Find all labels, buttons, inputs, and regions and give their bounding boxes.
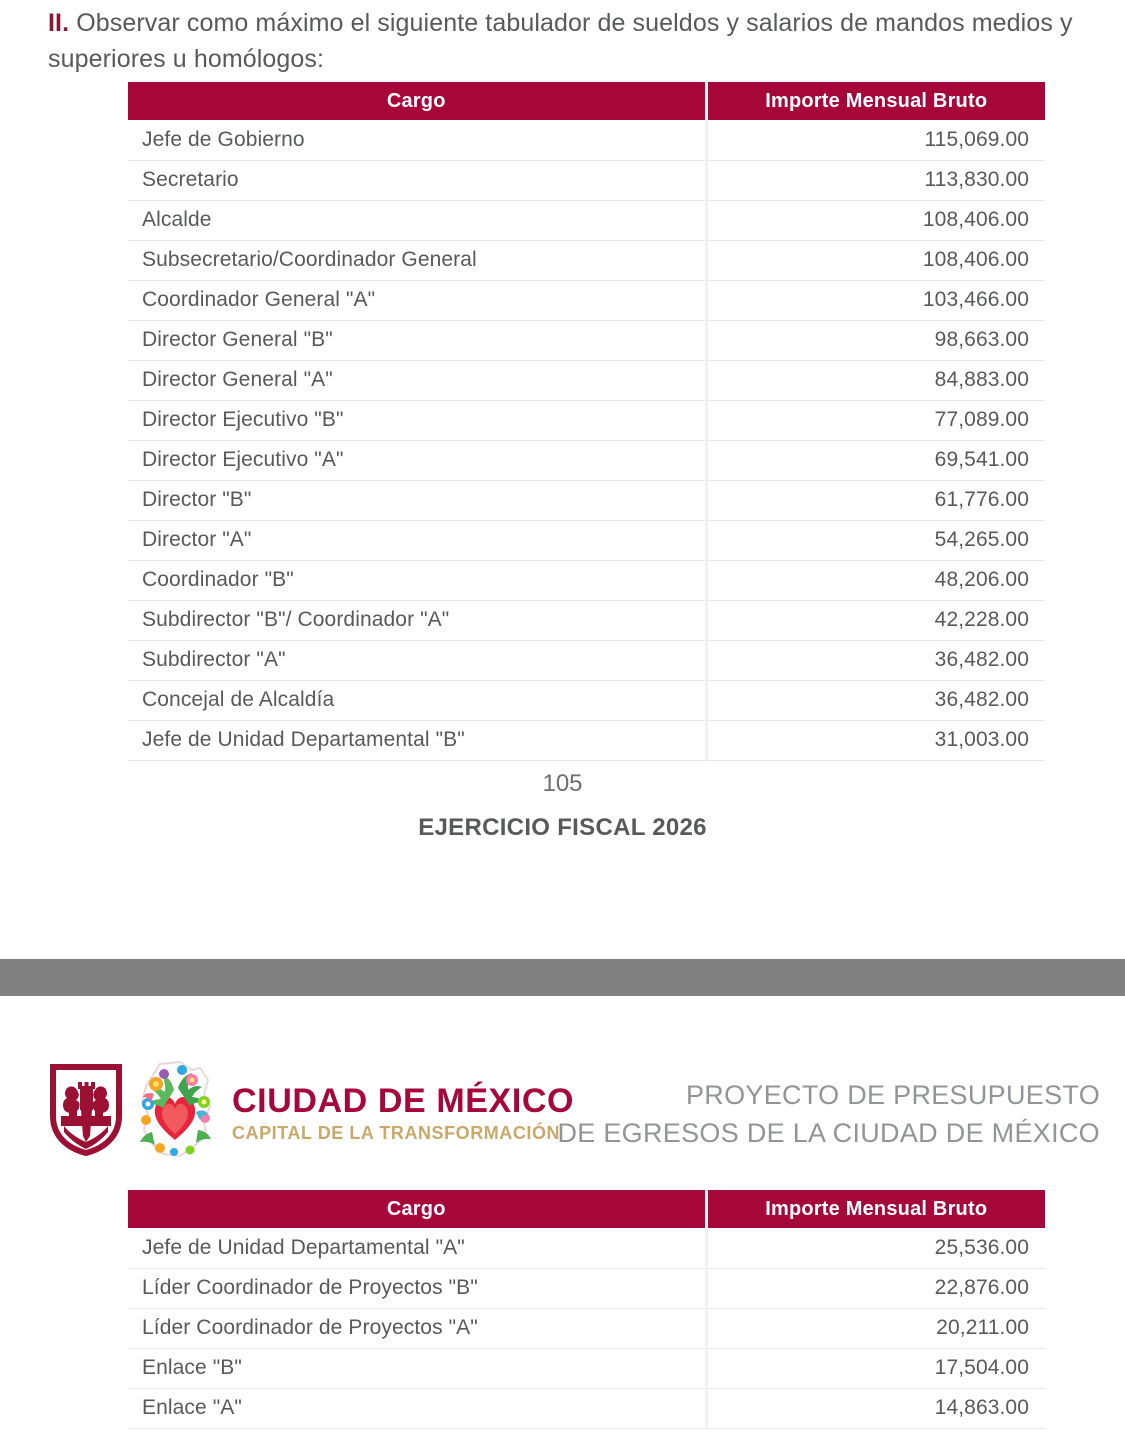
- salary-table-bottom-body: [128, 1228, 1045, 1428]
- cell-cargo: Director Ejecutivo "B": [128, 400, 706, 440]
- table-row: [128, 160, 1045, 200]
- table-row: [128, 640, 1045, 680]
- column-header-cargo: Cargo: [128, 82, 706, 120]
- fiscal-year-label: EJERCICIO FISCAL 2026: [418, 814, 707, 841]
- table-row: [128, 360, 1045, 400]
- cell-cargo: Líder Coordinador de Proyectos "B": [128, 1268, 706, 1308]
- cell-importe-mensual-bruto: 54,265.00: [706, 520, 1045, 560]
- intro-paragraph: [48, 5, 1098, 77]
- cell-importe-mensual-bruto: 31,003.00: [706, 720, 1045, 760]
- document-title-line1: PROYECTO DE PRESUPUESTO: [686, 1080, 1100, 1110]
- cell-cargo: Jefe de Unidad Departamental "B": [128, 720, 706, 760]
- cdmx-coat-of-arms-icon: [50, 1064, 122, 1156]
- cell-cargo: Enlace "A": [128, 1388, 706, 1428]
- salary-table-top-body: [128, 120, 1045, 760]
- document-title-line2: DE EGRESOS DE LA CIUDAD DE MÉXICO: [557, 1118, 1100, 1148]
- cell-cargo: Director Ejecutivo "A": [128, 440, 706, 480]
- cell-cargo: Concejal de Alcaldía: [128, 680, 706, 720]
- cell-importe-mensual-bruto: 25,536.00: [706, 1228, 1045, 1268]
- table-row: [128, 120, 1045, 160]
- cell-importe-mensual-bruto: 98,663.00: [706, 320, 1045, 360]
- cell-cargo: Coordinador General "A": [128, 280, 706, 320]
- column-header-importe: Importe Mensual Bruto: [706, 82, 1045, 120]
- intro-roman-numeral: II.: [48, 9, 70, 37]
- cell-importe-mensual-bruto: 61,776.00: [706, 480, 1045, 520]
- document-title: [557, 1076, 1100, 1152]
- table-row: [128, 240, 1045, 280]
- table-row: [128, 600, 1045, 640]
- cell-importe-mensual-bruto: 36,482.00: [706, 680, 1045, 720]
- cell-importe-mensual-bruto: 36,482.00: [706, 640, 1045, 680]
- column-header-importe: Importe Mensual Bruto: [706, 1190, 1045, 1228]
- cell-cargo: Director "B": [128, 480, 706, 520]
- table-row: [128, 1348, 1045, 1388]
- cell-cargo: Coordinador "B": [128, 560, 706, 600]
- table-row: [128, 520, 1045, 560]
- table-row: [128, 560, 1045, 600]
- cell-importe-mensual-bruto: 69,541.00: [706, 440, 1045, 480]
- table-row: [128, 1388, 1045, 1428]
- table-row: [128, 1268, 1045, 1308]
- table-row: [128, 200, 1045, 240]
- cell-importe-mensual-bruto: 17,504.00: [706, 1348, 1045, 1388]
- table-row: [128, 720, 1045, 760]
- cell-importe-mensual-bruto: 115,069.00: [706, 120, 1045, 160]
- document-header: [0, 1060, 1125, 1165]
- cell-importe-mensual-bruto: 77,089.00: [706, 400, 1045, 440]
- intro-paragraph-text: Observar como máximo el siguiente tabulador de sueldos y salarios de mandos medios y superiores u homólogos:: [48, 9, 1073, 73]
- cell-cargo: Subsecretario/Coordinador General: [128, 240, 706, 280]
- table-header-row: [128, 1190, 1045, 1228]
- wordmark-primary: CIUDAD DE MÉXICO: [232, 1082, 575, 1120]
- cell-importe-mensual-bruto: 103,466.00: [706, 280, 1045, 320]
- cell-importe-mensual-bruto: 108,406.00: [706, 200, 1045, 240]
- table-row: [128, 440, 1045, 480]
- table-row: [128, 1308, 1045, 1348]
- cell-importe-mensual-bruto: 113,830.00: [706, 160, 1045, 200]
- cell-importe-mensual-bruto: 14,863.00: [706, 1388, 1045, 1428]
- cell-cargo: Enlace "B": [128, 1348, 706, 1388]
- cell-cargo: Alcalde: [128, 200, 706, 240]
- cell-cargo: Jefe de Unidad Departamental "A": [128, 1228, 706, 1268]
- salary-table-bottom: [128, 1190, 1045, 1429]
- table-row: [128, 480, 1045, 520]
- cell-cargo: Director General "B": [128, 320, 706, 360]
- cell-cargo: Secretario: [128, 160, 706, 200]
- cell-importe-mensual-bruto: 108,406.00: [706, 240, 1045, 280]
- page-number: 105: [542, 770, 583, 797]
- cell-cargo: Jefe de Gobierno: [128, 120, 706, 160]
- column-header-cargo: Cargo: [128, 1190, 706, 1228]
- cell-cargo: Subdirector "B"/ Coordinador "A": [128, 600, 706, 640]
- cdmx-wordmark: [232, 1078, 574, 1142]
- table-row: [128, 1228, 1045, 1268]
- cell-cargo: Líder Coordinador de Proyectos "A": [128, 1308, 706, 1348]
- cell-cargo: Subdirector "A": [128, 640, 706, 680]
- table-row: [128, 400, 1045, 440]
- page-separator-band: [0, 959, 1125, 996]
- cdmx-logo-group: [50, 1060, 574, 1160]
- table-row: [128, 680, 1045, 720]
- cell-importe-mensual-bruto: 42,228.00: [706, 600, 1045, 640]
- table-row: [128, 320, 1045, 360]
- cell-cargo: Director General "A": [128, 360, 706, 400]
- cell-importe-mensual-bruto: 22,876.00: [706, 1268, 1045, 1308]
- table-row: [128, 280, 1045, 320]
- salary-table-top: [128, 82, 1045, 761]
- cell-importe-mensual-bruto: 84,883.00: [706, 360, 1045, 400]
- cdmx-floral-heart-map-icon: [134, 1060, 216, 1160]
- cell-importe-mensual-bruto: 48,206.00: [706, 560, 1045, 600]
- cell-importe-mensual-bruto: 20,211.00: [706, 1308, 1045, 1348]
- table-header-row: [128, 82, 1045, 120]
- wordmark-tagline: CAPITAL DE LA TRANSFORMACIÓN: [232, 1123, 561, 1143]
- cell-cargo: Director "A": [128, 520, 706, 560]
